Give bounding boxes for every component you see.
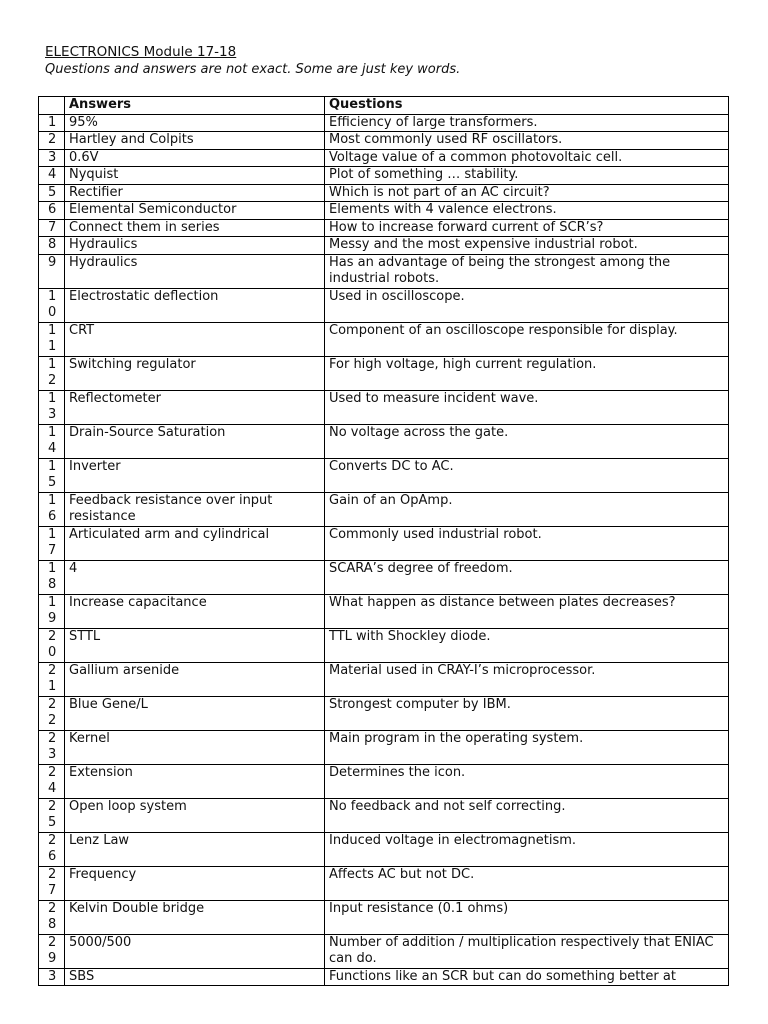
row-number: 2 [39,132,65,150]
row-number: 10 [39,288,65,322]
question-cell: Material used in CRAY-I’s microprocessor. [325,662,729,696]
question-cell: Functions like an SCR but can do something better at [325,968,729,986]
document-header [45,44,728,88]
question-cell: No voltage across the gate. [325,424,729,458]
table-row [39,149,729,167]
answer-cell: Feedback resistance over input resistance [65,492,325,526]
row-number: 21 [39,662,65,696]
question-cell: Has an advantage of being the strongest among the industrial robots. [325,254,729,288]
answer-cell: Rectifier [65,184,325,202]
row-number: 9 [39,254,65,288]
question-cell: Affects AC but not DC. [325,866,729,900]
row-number: 18 [39,560,65,594]
row-number: 22 [39,696,65,730]
answer-cell: 95% [65,114,325,132]
row-number: 4 [39,167,65,185]
answer-cell: Electrostatic deflection [65,288,325,322]
row-number: 6 [39,202,65,220]
answer-cell: Hydraulics [65,254,325,288]
row-number: 1 [39,114,65,132]
table-row [39,696,729,730]
answer-cell: Kernel [65,730,325,764]
qa-table [38,96,729,986]
table-row [39,866,729,900]
row-number: 23 [39,730,65,764]
table-row [39,254,729,288]
table-row [39,832,729,866]
question-cell: Which is not part of an AC circuit? [325,184,729,202]
document-subtitle: Questions and answers are not exact. Some are just key words. [45,62,461,77]
answer-cell: Switching regulator [65,356,325,390]
row-number: 8 [39,237,65,255]
row-number: 3 [39,968,65,986]
row-number: 12 [39,356,65,390]
table-row [39,237,729,255]
answer-cell: Increase capacitance [65,594,325,628]
row-number: 26 [39,832,65,866]
answer-cell: Lenz Law [65,832,325,866]
question-cell: Voltage value of a common photovoltaic cell. [325,149,729,167]
question-cell: TTL with Shockley diode. [325,628,729,662]
question-cell: Main program in the operating system. [325,730,729,764]
answer-cell: Inverter [65,458,325,492]
table-row [39,219,729,237]
answer-cell: Blue Gene/L [65,696,325,730]
table-row [39,322,729,356]
column-header-answers: Answers [65,97,325,115]
answer-cell: 5000/500 [65,934,325,968]
row-number: 11 [39,322,65,356]
table-row [39,560,729,594]
question-cell: Commonly used industrial robot. [325,526,729,560]
question-cell: Gain of an OpAmp. [325,492,729,526]
question-cell: Induced voltage in electromagnetism. [325,832,729,866]
question-cell: How to increase forward current of SCR’s? [325,219,729,237]
table-row [39,594,729,628]
question-cell: Input resistance (0.1 ohms) [325,900,729,934]
answer-cell: CRT [65,322,325,356]
table-row [39,202,729,220]
question-cell: No feedback and not self correcting. [325,798,729,832]
table-row [39,424,729,458]
row-number: 15 [39,458,65,492]
question-cell: Elements with 4 valence electrons. [325,202,729,220]
row-number: 3 [39,149,65,167]
table-row [39,628,729,662]
answer-cell: Elemental Semiconductor [65,202,325,220]
answer-cell: Drain-Source Saturation [65,424,325,458]
row-number: 25 [39,798,65,832]
table-row [39,662,729,696]
table-row [39,132,729,150]
row-number: 17 [39,526,65,560]
table-row [39,114,729,132]
table-row [39,288,729,322]
answer-cell: Frequency [65,866,325,900]
question-cell: Efficiency of large transformers. [325,114,729,132]
answer-cell: Nyquist [65,167,325,185]
answer-cell: 0.6V [65,149,325,167]
table-row [39,968,729,986]
table-row [39,526,729,560]
row-number: 5 [39,184,65,202]
row-number: 7 [39,219,65,237]
table-row [39,934,729,968]
column-header-number [39,97,65,115]
row-number: 27 [39,866,65,900]
table-row [39,184,729,202]
answer-cell: Articulated arm and cylindrical [65,526,325,560]
question-cell: What happen as distance between plates decreases? [325,594,729,628]
row-number: 13 [39,390,65,424]
question-cell: Used in oscilloscope. [325,288,729,322]
table-row [39,167,729,185]
row-number: 20 [39,628,65,662]
answer-cell: Reflectometer [65,390,325,424]
table-header-row [39,97,729,115]
table-row [39,900,729,934]
row-number: 14 [39,424,65,458]
question-cell: Strongest computer by IBM. [325,696,729,730]
question-cell: Converts DC to AC. [325,458,729,492]
table-row [39,764,729,798]
question-cell: Messy and the most expensive industrial robot. [325,237,729,255]
answer-cell: Hydraulics [65,237,325,255]
row-number: 19 [39,594,65,628]
question-cell: For high voltage, high current regulation. [325,356,729,390]
answer-cell: Connect them in series [65,219,325,237]
table-row [39,458,729,492]
question-cell: Most commonly used RF oscillators. [325,132,729,150]
question-cell: Used to measure incident wave. [325,390,729,424]
row-number: 16 [39,492,65,526]
question-cell: Number of addition / multiplication respectively that ENIAC can do. [325,934,729,968]
question-cell: Determines the icon. [325,764,729,798]
table-row [39,390,729,424]
answer-cell: Gallium arsenide [65,662,325,696]
answer-cell: Open loop system [65,798,325,832]
question-cell: SCARA’s degree of freedom. [325,560,729,594]
table-row [39,798,729,832]
column-header-questions: Questions [325,97,729,115]
answer-cell: STTL [65,628,325,662]
answer-cell: 4 [65,560,325,594]
question-cell: Component of an oscilloscope responsible for display. [325,322,729,356]
document-title: ELECTRONICS Module 17-18 [45,44,237,60]
answer-cell: Kelvin Double bridge [65,900,325,934]
row-number: 28 [39,900,65,934]
row-number: 29 [39,934,65,968]
table-row [39,492,729,526]
table-row [39,356,729,390]
answer-cell: Extension [65,764,325,798]
question-cell: Plot of something … stability. [325,167,729,185]
answer-cell: Hartley and Colpits [65,132,325,150]
table-body [39,114,729,986]
table-row [39,730,729,764]
answer-cell: SBS [65,968,325,986]
row-number: 24 [39,764,65,798]
